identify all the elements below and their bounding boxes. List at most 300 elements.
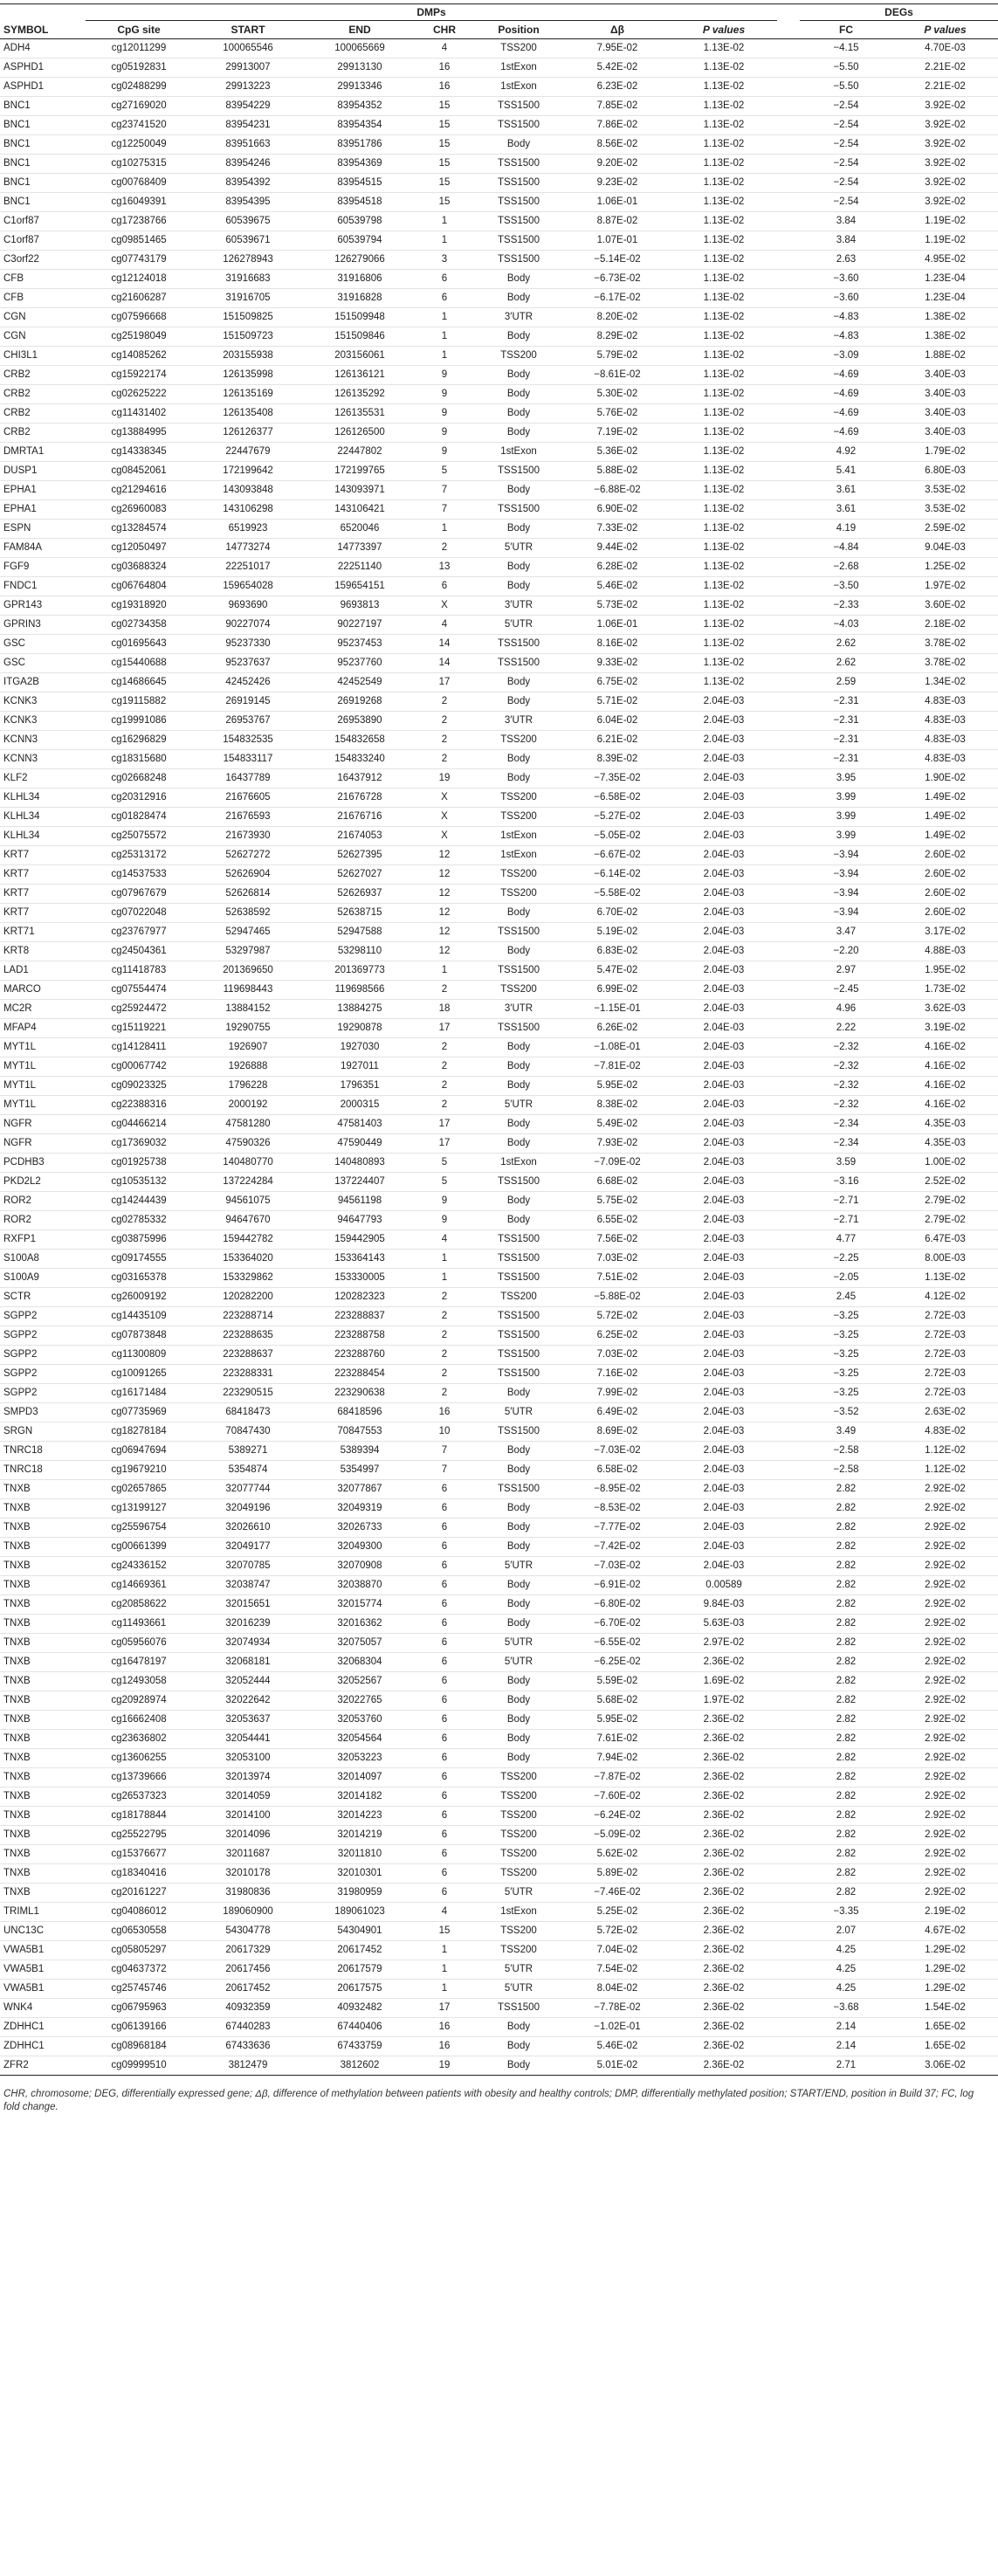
cell-chr: 17: [438, 1138, 451, 1148]
cell-fc: 3.99: [836, 792, 857, 802]
cell-position: Body: [506, 754, 531, 764]
cell-symbol: TNXB: [3, 1733, 31, 1744]
cell-start: 154833117: [223, 754, 273, 764]
cell-start: 126135169: [223, 389, 273, 399]
cell-position: TSS1500: [498, 1330, 540, 1340]
cell-deg-pvalue: 2.21E-02: [925, 62, 966, 72]
cell-symbol: C3orf22: [3, 254, 39, 265]
cell-deg-pvalue: 1.65E-02: [925, 2041, 966, 2051]
cell-pvalue: 2.04E-03: [703, 1464, 745, 1475]
cell-cpg-site: cg04466214: [111, 1119, 167, 1129]
cell-end: 21676728: [337, 792, 382, 802]
cell-position: Body: [506, 1580, 531, 1590]
cell-pvalue: 2.04E-03: [703, 1061, 745, 1071]
cell-start: 3812479: [192, 2056, 304, 2076]
table-row: [0, 1288, 998, 1307]
cell-deg-pvalue: 3.40E-03: [925, 408, 966, 418]
table-row: [0, 97, 998, 116]
cell-start: 153364020: [223, 1253, 273, 1264]
cell-symbol: CRB2: [3, 427, 31, 437]
cell-deg-pvalue: 3.40E-03: [925, 369, 966, 380]
cell-fc: 2.59: [836, 677, 857, 687]
column-gap: [777, 481, 800, 500]
cell-fc: −2.54: [833, 100, 859, 111]
cell-deg-pvalue: 2.92E-02: [925, 1791, 966, 1801]
cell-symbol: TNRC18: [3, 1464, 43, 1475]
cell-chr: 2: [441, 1061, 448, 1071]
cell-start: 90227074: [225, 619, 271, 630]
cell-pvalue: 2.04E-03: [703, 1042, 745, 1052]
cell-pvalue: 9.84E-03: [703, 1599, 745, 1609]
cell-delta-beta: 9.23E-02: [596, 177, 638, 188]
cell-cpg-site: cg05956076: [111, 1637, 167, 1648]
table-row: [0, 1903, 998, 1922]
column-gap: [777, 654, 800, 673]
cell-symbol: BNC1: [3, 100, 31, 111]
column-gap: [777, 2056, 800, 2076]
column-gap: [777, 1960, 800, 1980]
cell-fc: −2.54: [833, 139, 859, 149]
cell-start: 2000192: [228, 1099, 268, 1110]
table-row: [0, 251, 998, 270]
cell-symbol: KCNK3: [3, 715, 38, 726]
cell-cpg-site: cg13739666: [111, 1772, 167, 1782]
cell-cpg-site: cg03688324: [111, 561, 167, 572]
table-row: [0, 808, 998, 827]
cell-fc: 2.82: [836, 1695, 857, 1705]
cell-chr: 19: [416, 2056, 473, 2076]
cell-cpg-site: cg07735969: [111, 1407, 167, 1417]
cell-cpg-site: cg06530558: [111, 1925, 167, 1936]
cell-delta-beta: 5.76E-02: [596, 408, 638, 418]
cell-position: TSS1500: [498, 235, 540, 245]
cell-position: TSS1500: [498, 658, 540, 668]
cell-start: 16437789: [225, 773, 271, 783]
cell-pvalue: 1.69E-02: [703, 1676, 745, 1686]
cell-cpg-site: cg15922174: [111, 369, 167, 380]
cell-deg-pvalue: 4.16E-02: [925, 1099, 966, 1110]
cell-delta-beta: 7.61E-02: [596, 1733, 638, 1744]
cell-chr: 1: [441, 1983, 448, 1994]
cell-symbol: SGPP2: [3, 1330, 38, 1340]
cell-start: 223288637: [223, 1349, 273, 1360]
cell-symbol: KRT7: [3, 888, 30, 899]
cell-start: 1926907: [228, 1042, 268, 1052]
cell-start: 20617452: [225, 1983, 271, 1994]
cell-pvalue: 2.04E-03: [703, 1291, 745, 1302]
cell-start: 42452426: [225, 677, 271, 687]
cell-pvalue: 2.04E-03: [703, 1368, 745, 1379]
col-symbol-header: SYMBOL: [0, 21, 86, 39]
cell-pvalue: 2.04E-03: [703, 1080, 745, 1091]
cell-deg-pvalue: 4.35E-03: [925, 1138, 966, 1148]
cell-cpg-site: cg12250049: [111, 139, 167, 149]
cell-end: 40932482: [337, 2002, 382, 2013]
cell-pvalue: 0.00589: [705, 1580, 742, 1590]
cell-chr: 4: [441, 1906, 448, 1917]
cell-symbol: TNXB: [3, 1753, 31, 1763]
cell-position: Body: [506, 427, 531, 437]
cell-symbol: TNXB: [3, 1868, 31, 1878]
cell-fc: −4.69: [833, 427, 859, 437]
cell-deg-pvalue: 2.72E-03: [925, 1349, 966, 1360]
cell-symbol: SGPP2: [3, 1311, 38, 1321]
cell-deg-pvalue: 1.00E-02: [925, 1157, 966, 1167]
column-gap: [777, 577, 800, 596]
cell-position: 5′UTR: [504, 1637, 533, 1648]
cell-fc: 2.14: [836, 2041, 857, 2051]
cell-fc: −2.31: [833, 715, 859, 726]
cell-position: 3′UTR: [504, 312, 533, 322]
cell-position: TSS1500: [498, 638, 540, 649]
cell-position: 3′UTR: [504, 1003, 533, 1014]
cell-chr: 6: [441, 1522, 448, 1533]
cell-position: TSS200: [500, 350, 537, 361]
cell-symbol: CGN: [3, 331, 26, 341]
cell-fc: −2.25: [833, 1253, 859, 1264]
cell-delta-beta: 7.93E-02: [596, 1138, 638, 1148]
cell-deg-pvalue: 1.29E-02: [925, 1945, 966, 1955]
cell-start: 143093848: [223, 485, 273, 495]
cell-delta-beta: 9.20E-02: [596, 158, 638, 169]
cell-pvalue: 2.36E-02: [703, 1791, 745, 1801]
cell-symbol: TNXB: [3, 1484, 31, 1494]
cell-chr: 5: [441, 1176, 448, 1187]
cell-symbol: KLHL34: [3, 811, 40, 822]
table-row: [0, 1230, 998, 1250]
cell-position: 5′UTR: [504, 1656, 533, 1667]
cell-start: 95237330: [225, 638, 271, 649]
table-row: [0, 39, 998, 59]
cell-start: 32014096: [225, 1829, 271, 1840]
column-gap: [777, 1461, 800, 1480]
cell-cpg-site: cg00768409: [111, 177, 167, 188]
cell-cpg-site: cg25075572: [111, 830, 167, 841]
cell-start: 47581280: [225, 1119, 271, 1129]
column-gap: [777, 1730, 800, 1749]
column-gap: [777, 251, 800, 270]
cell-chr: 2: [441, 542, 448, 553]
cell-start: 159654028: [223, 581, 273, 591]
cell-start: 52626814: [225, 888, 271, 899]
cell-start: 83954229: [225, 100, 271, 111]
cell-symbol: FGF9: [3, 561, 30, 572]
cell-cpg-site: cg10275315: [111, 158, 167, 169]
cell-symbol: TNXB: [3, 1656, 31, 1667]
cell-deg-pvalue: 1.25E-02: [925, 561, 966, 572]
cell-position: Body: [506, 1618, 531, 1629]
cell-symbol: KRT71: [3, 926, 35, 937]
column-gap: [777, 789, 800, 808]
column-gap: [777, 1787, 800, 1807]
table-row: [0, 1269, 998, 1288]
cell-position: Body: [506, 485, 531, 495]
cell-fc: −2.05: [833, 1272, 859, 1283]
cell-end: 3812602: [304, 2056, 416, 2076]
cell-cpg-site: cg21606287: [111, 293, 167, 303]
cell-symbol: TNXB: [3, 1849, 31, 1859]
cell-pvalue: 1.13E-02: [703, 120, 745, 130]
cell-start: 143106298: [223, 504, 273, 514]
cell-symbol: ROR2: [3, 1195, 31, 1206]
cell-delta-beta: −6.88E-02: [594, 485, 641, 495]
cell-chr: 9: [441, 408, 448, 418]
cell-end: 126135531: [334, 408, 385, 418]
cell-deg-pvalue: 4.83E-03: [925, 734, 966, 745]
table-row: [0, 1653, 998, 1672]
cell-end: 52947588: [337, 926, 382, 937]
cell-deg-pvalue: 8.00E-03: [925, 1253, 966, 1264]
cell-delta-beta: 5.75E-02: [596, 1195, 638, 1206]
col-pvalue-header: P values: [671, 21, 777, 39]
cell-cpg-site: cg07596668: [111, 312, 167, 322]
cell-chr: 1: [441, 312, 448, 322]
cell-chr: 6: [441, 1695, 448, 1705]
cell-pvalue: 1.13E-02: [703, 427, 745, 437]
cell-start: 67433636: [225, 2041, 271, 2051]
cell-end: 13884275: [337, 1003, 382, 1014]
cell-pvalue: 2.04E-03: [703, 792, 745, 802]
cell-position: Body: [506, 1753, 531, 1763]
cell-start: 83954231: [225, 120, 271, 130]
cell-delta-beta: 5.46E-02: [596, 581, 638, 591]
cell-pvalue: 2.36E-02: [703, 1849, 745, 1859]
cell-start: 31916705: [225, 293, 271, 303]
cell-delta-beta: −7.77E-02: [594, 1522, 641, 1533]
table-row: [0, 904, 998, 923]
cell-pvalue: 2.36E-02: [703, 1964, 745, 1974]
cell-pvalue: 2.36E-02: [703, 1753, 745, 1763]
table-row: [0, 116, 998, 135]
cell-delta-beta: 7.56E-02: [596, 1234, 638, 1244]
cell-end: 32011810: [337, 1849, 382, 1859]
cell-position: 1stExon: [500, 1906, 537, 1917]
column-gap: [777, 769, 800, 789]
cell-start: 126126377: [223, 427, 273, 437]
cell-start: 32068181: [225, 1656, 271, 1667]
cell-pvalue: 1.13E-02: [703, 331, 745, 341]
cell-delta-beta: 7.99E-02: [596, 1388, 638, 1398]
cell-start: 154832535: [223, 734, 273, 745]
cell-pvalue: 1.13E-02: [703, 561, 745, 572]
cell-pvalue: 2.04E-03: [703, 984, 745, 995]
cell-cpg-site: cg18340416: [111, 1868, 167, 1878]
cell-end: 32077867: [337, 1484, 382, 1494]
cell-position: TSS1500: [498, 1253, 540, 1264]
cell-delta-beta: 6.49E-02: [596, 1407, 638, 1417]
cell-end: 32014182: [337, 1791, 382, 1801]
cell-end: 83954515: [337, 177, 382, 188]
cell-position: 1stExon: [500, 850, 537, 860]
cell-deg-pvalue: 3.40E-03: [925, 427, 966, 437]
table-row: [0, 558, 998, 577]
cell-deg-pvalue: 1.34E-02: [925, 677, 966, 687]
cell-fc: −3.16: [833, 1176, 859, 1187]
cell-chr: 13: [438, 561, 451, 572]
cell-start: 21676605: [225, 792, 271, 802]
cell-fc: −2.32: [833, 1099, 859, 1110]
cell-pvalue: 2.04E-03: [703, 1560, 745, 1571]
cell-delta-beta: −6.58E-02: [594, 792, 641, 802]
cell-deg-pvalue: 4.70E-03: [925, 43, 966, 53]
cell-position: TSS1500: [498, 926, 540, 937]
cell-pvalue: 1.13E-02: [703, 504, 745, 514]
cell-position: Body: [506, 273, 531, 284]
cell-cpg-site: cg20312916: [111, 792, 167, 802]
cell-symbol: S100A9: [3, 1272, 39, 1283]
cell-position: Body: [506, 1695, 531, 1705]
cell-fc: −3.25: [833, 1330, 859, 1340]
column-gap: [777, 270, 800, 289]
cell-end: 70847553: [337, 1426, 382, 1436]
cell-deg-pvalue: 3.53E-02: [925, 485, 966, 495]
column-gap: [777, 1768, 800, 1787]
table-row: [0, 616, 998, 635]
cell-cpg-site: cg23741520: [111, 120, 167, 130]
table-row: [0, 1057, 998, 1077]
cell-position: TSS1500: [498, 196, 540, 207]
cell-end: 100065669: [334, 43, 385, 53]
cell-cpg-site: cg15376677: [111, 1849, 167, 1859]
cell-chr: 9: [441, 369, 448, 380]
cell-start: 137224284: [223, 1176, 273, 1187]
cell-start: 83954246: [225, 158, 271, 169]
cell-pvalue: 1.13E-02: [703, 254, 745, 265]
cell-deg-pvalue: 1.88E-02: [925, 350, 966, 361]
cell-position: 5′UTR: [504, 1560, 533, 1571]
column-gap: [777, 1154, 800, 1173]
cell-delta-beta: 6.28E-02: [596, 561, 638, 572]
cell-end: 53298110: [337, 946, 382, 956]
cell-pvalue: 2.04E-03: [703, 1426, 745, 1436]
column-gap: [777, 1941, 800, 1960]
cell-cpg-site: cg04637372: [111, 1964, 167, 1974]
cell-chr: 12: [438, 926, 451, 937]
cell-fc: 4.77: [836, 1234, 857, 1244]
table-row: [0, 1365, 998, 1384]
table-row: [0, 347, 998, 366]
cell-end: 32016362: [337, 1618, 382, 1629]
cell-deg-pvalue: 4.83E-03: [925, 696, 966, 706]
column-gap: [777, 1922, 800, 1941]
cell-delta-beta: 5.46E-02: [596, 2041, 638, 2051]
col-end-header: END: [304, 21, 416, 39]
column-gap: [777, 1615, 800, 1634]
cell-cpg-site: cg20161227: [111, 1887, 167, 1898]
cell-position: Body: [506, 1503, 531, 1513]
cell-cpg-site: cg13884995: [111, 427, 167, 437]
cell-pvalue: 1.13E-02: [703, 350, 745, 361]
cell-delta-beta: 7.33E-02: [596, 523, 638, 534]
table-row: [0, 1960, 998, 1980]
cell-chr: 17: [438, 2002, 451, 2013]
cell-cpg-site: cg14537533: [111, 869, 167, 879]
column-gap: [777, 692, 800, 712]
cell-chr: 2: [441, 1311, 448, 1321]
cell-position: TSS200: [500, 869, 537, 879]
cell-chr: 1: [441, 1945, 448, 1955]
cell-start: 47590326: [225, 1138, 271, 1148]
cell-position: Body: [506, 1522, 531, 1533]
cell-position: 5′UTR: [504, 1983, 533, 1994]
cell-symbol: GPRIN3: [3, 619, 41, 630]
cell-symbol: DMRTA1: [3, 446, 45, 457]
cell-delta-beta: 8.69E-02: [596, 1426, 638, 1436]
cell-pvalue: 2.04E-03: [703, 696, 745, 706]
column-gap: [777, 1365, 800, 1384]
cell-pvalue: 1.13E-02: [703, 677, 745, 687]
cell-position: 1stExon: [500, 446, 537, 457]
cell-start: 203155938: [223, 350, 273, 361]
cell-fc: 2.82: [836, 1714, 857, 1725]
table-row: [0, 1922, 998, 1941]
cell-cpg-site: cg06139166: [111, 2022, 167, 2032]
table-row: [0, 1461, 998, 1480]
cell-chr: 4: [441, 619, 448, 630]
cell-end: 5354997: [340, 1464, 380, 1475]
cell-cpg-site: cg25596754: [111, 1522, 167, 1533]
cell-symbol: TNXB: [3, 1810, 31, 1821]
cell-delta-beta: −7.60E-02: [594, 1791, 641, 1801]
cell-start: 126135998: [223, 369, 273, 380]
cell-symbol: TNXB: [3, 1637, 31, 1648]
table-row: [0, 1672, 998, 1691]
cell-delta-beta: −5.14E-02: [594, 254, 641, 265]
cell-deg-pvalue: 4.83E-02: [925, 1426, 966, 1436]
cell-cpg-site: cg13199127: [111, 1503, 167, 1513]
cell-position: Body: [506, 1445, 531, 1456]
cell-deg-pvalue: 1.12E-02: [925, 1464, 966, 1475]
cell-fc: −2.54: [833, 158, 859, 169]
cell-chr: 6: [441, 1714, 448, 1725]
column-gap: [777, 539, 800, 558]
cell-pvalue: 1.13E-02: [703, 177, 745, 188]
cell-deg-pvalue: 6.47E-03: [925, 1234, 966, 1244]
cell-position: Body: [506, 389, 531, 399]
cell-end: 126135292: [334, 389, 385, 399]
cell-fc: −3.68: [833, 2002, 859, 2013]
dmps-group-header: DMPs: [86, 4, 777, 21]
cell-start: 14773274: [225, 542, 271, 553]
cell-fc: 4.96: [836, 1003, 857, 1014]
cell-deg-pvalue: 2.92E-02: [925, 1580, 966, 1590]
cell-symbol: PCDHB3: [3, 1157, 45, 1167]
cell-chr: 15: [438, 1925, 451, 1936]
table-row: [0, 961, 998, 981]
cell-deg-pvalue: 4.16E-02: [925, 1042, 966, 1052]
cell-symbol: CRB2: [3, 408, 31, 418]
column-gap: [777, 1499, 800, 1519]
cell-symbol: MYT1L: [3, 1080, 37, 1091]
cell-start: 5389271: [228, 1445, 268, 1456]
cell-start: 20617329: [225, 1945, 271, 1955]
column-gap: [777, 308, 800, 327]
cell-end: 31980959: [337, 1887, 382, 1898]
cell-symbol: CGN: [3, 312, 26, 322]
cell-pvalue: 1.13E-02: [703, 293, 745, 303]
cell-fc: 3.61: [836, 504, 857, 514]
cell-end: 32049319: [337, 1503, 382, 1513]
cell-end: 223288837: [334, 1311, 385, 1321]
cell-end: 5389394: [340, 1445, 380, 1456]
cell-position: Body: [506, 1676, 531, 1686]
cell-symbol: KLF2: [3, 773, 28, 783]
cell-deg-pvalue: 3.92E-02: [925, 100, 966, 111]
cell-start: 32038747: [225, 1580, 271, 1590]
cell-symbol: MYT1L: [3, 1099, 37, 1110]
cell-position: TSS1500: [498, 2002, 540, 2013]
cell-pvalue: 2.36E-02: [703, 1906, 745, 1917]
